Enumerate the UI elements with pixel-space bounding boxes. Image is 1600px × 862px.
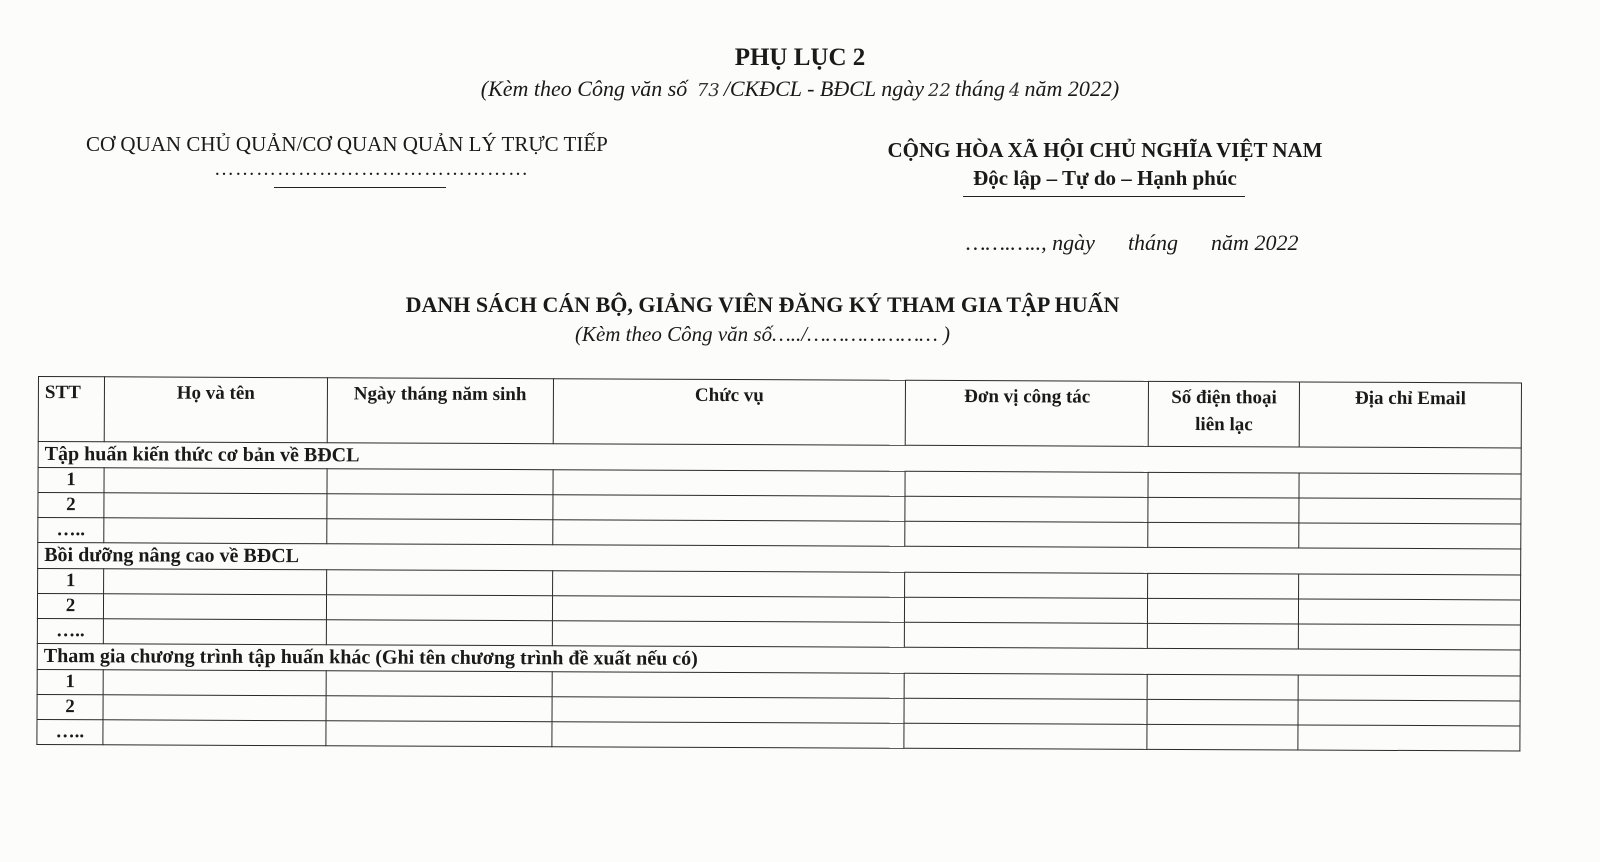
agency-name-blank: ……………………………………… xyxy=(214,158,529,180)
national-motto: Độc lập – Tự do – Hạnh phúc xyxy=(973,166,1237,190)
section-title: Tập huấn kiến thức cơ bản về BĐCL xyxy=(38,442,1521,474)
column-header-dob: Ngày tháng năm sinh xyxy=(327,378,553,444)
cell-dob xyxy=(327,469,553,495)
cell-phone xyxy=(1148,623,1299,649)
cell-dob xyxy=(326,595,552,621)
row-number: ….. xyxy=(37,618,103,643)
cell-phone xyxy=(1148,598,1299,624)
column-header-position: Chức vụ xyxy=(553,379,906,446)
cell-name xyxy=(104,468,327,494)
cell-position xyxy=(552,596,905,623)
cell-name xyxy=(104,569,327,595)
cell-email xyxy=(1299,523,1521,549)
appendix-ref-prefix: (Kèm theo Công văn số xyxy=(480,76,688,101)
cell-unit xyxy=(905,572,1148,598)
nation-heading: CỘNG HÒA XÃ HỘI CHỦ NGHĨA VIỆT NAM xyxy=(887,138,1323,162)
row-number: 2 xyxy=(38,493,104,518)
cell-dob xyxy=(326,620,552,646)
row-number: 2 xyxy=(37,594,103,619)
cell-email xyxy=(1298,725,1520,751)
cell-email xyxy=(1298,675,1520,701)
appendix-title: PHỤ LỤC 2 xyxy=(734,44,866,71)
cell-position xyxy=(552,697,905,724)
cell-phone xyxy=(1148,497,1299,523)
cell-phone xyxy=(1147,724,1298,750)
cell-dob xyxy=(326,570,552,596)
cell-position xyxy=(553,495,906,522)
cell-email xyxy=(1299,473,1521,499)
cell-phone xyxy=(1147,674,1298,700)
appendix-ref-middle: /CKĐCL - BĐCL ngày xyxy=(723,76,925,101)
section-title: Tham gia chương trình tập huấn khác (Ghi tên chương trình đề xuất nếu có) xyxy=(37,643,1520,675)
cell-position xyxy=(552,621,905,648)
cell-email xyxy=(1298,624,1520,650)
agency-divider xyxy=(274,187,446,188)
motto-divider xyxy=(963,196,1245,197)
cell-phone xyxy=(1148,472,1299,498)
table-header-row xyxy=(38,377,1521,448)
date-line: …….….., ngày tháng năm 2022 xyxy=(966,230,1299,255)
cell-name xyxy=(104,518,327,544)
cell-unit xyxy=(905,622,1148,648)
cell-unit xyxy=(904,698,1147,724)
cell-unit xyxy=(905,597,1148,623)
cell-dob xyxy=(326,721,552,747)
appendix-ref-suffix: năm 2022) xyxy=(1024,76,1120,101)
cell-dob xyxy=(327,494,553,520)
cell-phone xyxy=(1148,522,1299,548)
row-number: ….. xyxy=(38,518,104,543)
handwritten-doc-number: 73 xyxy=(696,80,720,101)
cell-dob xyxy=(326,696,552,722)
cell-email xyxy=(1299,574,1521,600)
cell-email xyxy=(1298,700,1520,726)
section-title: Bồi dưỡng nâng cao về BĐCL xyxy=(38,543,1521,575)
cell-unit xyxy=(905,496,1148,522)
cell-position xyxy=(552,722,905,749)
cell-name xyxy=(103,670,326,696)
cell-name xyxy=(104,493,327,519)
cell-phone xyxy=(1148,573,1299,599)
cell-email xyxy=(1299,599,1521,625)
cell-email xyxy=(1299,498,1521,524)
cell-name xyxy=(103,594,326,620)
cell-dob xyxy=(327,519,553,545)
cell-name xyxy=(103,695,326,721)
handwritten-day: 22 xyxy=(928,80,951,101)
cell-position xyxy=(552,571,905,598)
row-number: 1 xyxy=(37,669,103,694)
cell-dob xyxy=(326,671,552,697)
cell-unit xyxy=(905,521,1148,547)
cell-phone xyxy=(1147,699,1298,725)
row-number: ….. xyxy=(37,719,103,744)
column-header-name: Họ và tên xyxy=(104,377,327,443)
cell-position xyxy=(553,470,906,497)
row-number: 1 xyxy=(38,468,104,493)
row-number: 2 xyxy=(37,694,103,719)
appendix-ref-month-word: tháng xyxy=(954,76,1006,101)
row-number: 1 xyxy=(38,569,104,594)
cell-unit xyxy=(904,723,1147,749)
column-header-unit: Đơn vị công tác xyxy=(906,380,1149,446)
registration-table xyxy=(36,376,1522,751)
table-row xyxy=(37,719,1520,750)
handwritten-month: 4 xyxy=(1009,80,1021,101)
cell-name xyxy=(103,720,326,746)
column-header-stt: STT xyxy=(38,377,104,442)
column-header-phone: Số điện thoại liên lạc xyxy=(1148,381,1299,447)
agency-heading: CƠ QUAN CHỦ QUẢN/CƠ QUAN QUẢN LÝ TRỰC TIẾP xyxy=(86,132,608,156)
list-title: DANH SÁCH CÁN BỘ, GIẢNG VIÊN ĐĂNG KÝ THAM GIA TẬP HUẤN xyxy=(405,292,1120,317)
column-header-email: Địa chỉ Email xyxy=(1299,382,1521,448)
cell-unit xyxy=(905,471,1148,497)
appendix-reference xyxy=(0,76,1600,102)
cell-unit xyxy=(904,673,1147,699)
cell-position xyxy=(552,672,905,699)
list-reference: (Kèm theo Công văn số…../………………… ) xyxy=(574,322,951,346)
cell-name xyxy=(103,619,326,645)
cell-position xyxy=(552,520,905,547)
